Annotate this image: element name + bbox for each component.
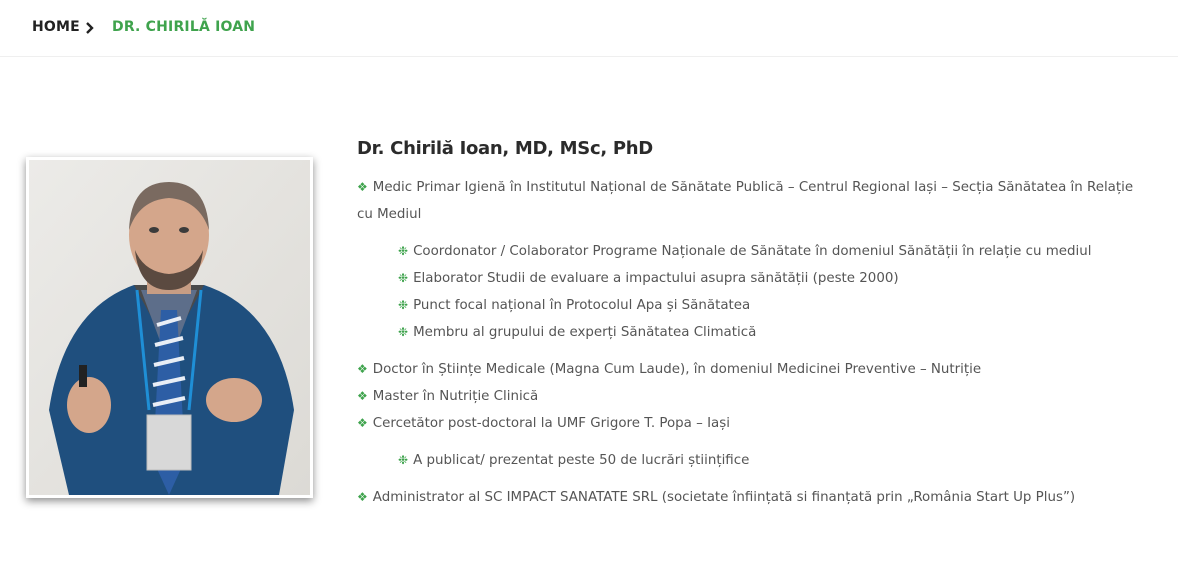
breadcrumb-current: DR. CHIRILĂ IOAN <box>112 19 256 35</box>
chevron-right-icon <box>83 20 97 36</box>
list-item: ❖ Administrator al SC IMPACT SANATATE SRL (societate înființată si finanțată prin „România Start Up Plus”) <box>357 490 1076 505</box>
list-item: ❖ Master în Nutriție Clinică <box>357 389 539 404</box>
breadcrumb-bar <box>0 0 1178 57</box>
sub-list-item: ❉ Coordonator / Colaborator Programe Naționale de Sănătate în domeniul Sănătății în relație cu mediul <box>398 244 1092 259</box>
profile-photo <box>26 157 313 498</box>
sub-bullet-icon: ❉ <box>398 271 409 285</box>
sub-bullet-icon: ❉ <box>398 453 409 467</box>
sub-list-item: ❉ A publicat/ prezentat peste 50 de lucrări științifice <box>398 453 750 468</box>
list-item: ❖ Doctor în Științe Medicale (Magna Cum Laude), în domeniul Medicinei Preventive – Nutriție <box>357 362 982 377</box>
sub-list-item: ❉ Membru al grupului de experți Sănătatea Climatică <box>398 325 757 340</box>
bullet-icon: ❖ <box>357 490 368 504</box>
bullet-icon: ❖ <box>357 362 368 376</box>
list-item: ❖ Medic Primar Igienă în Institutul Național de Sănătate Publică – Centrul Regional Iași – Secția Sănătatea în Relație cu Mediul <box>357 180 1134 222</box>
sub-bullet-icon: ❉ <box>398 244 409 258</box>
bullet-icon: ❖ <box>357 389 368 403</box>
sub-list-item: ❉ Punct focal național în Protocolul Apa și Sănătatea <box>398 298 751 313</box>
profile-content <box>357 136 1147 511</box>
doctor-portrait-image <box>29 160 310 495</box>
sub-list-item: ❉ Elaborator Studii de evaluare a impactului asupra sănătății (peste 2000) <box>398 271 899 286</box>
bullet-icon: ❖ <box>357 416 368 430</box>
bullet-icon: ❖ <box>357 180 368 194</box>
list-item: ❖ Cercetător post-doctoral la UMF Grigore T. Popa – Iași <box>357 416 730 431</box>
doctor-name-heading: Dr. Chirilă Ioan, MD, MSc, PhD <box>357 138 653 159</box>
breadcrumb-home-link[interactable]: HOME <box>32 19 80 35</box>
sub-bullet-icon: ❉ <box>398 325 409 339</box>
sub-bullet-icon: ❉ <box>398 298 409 312</box>
